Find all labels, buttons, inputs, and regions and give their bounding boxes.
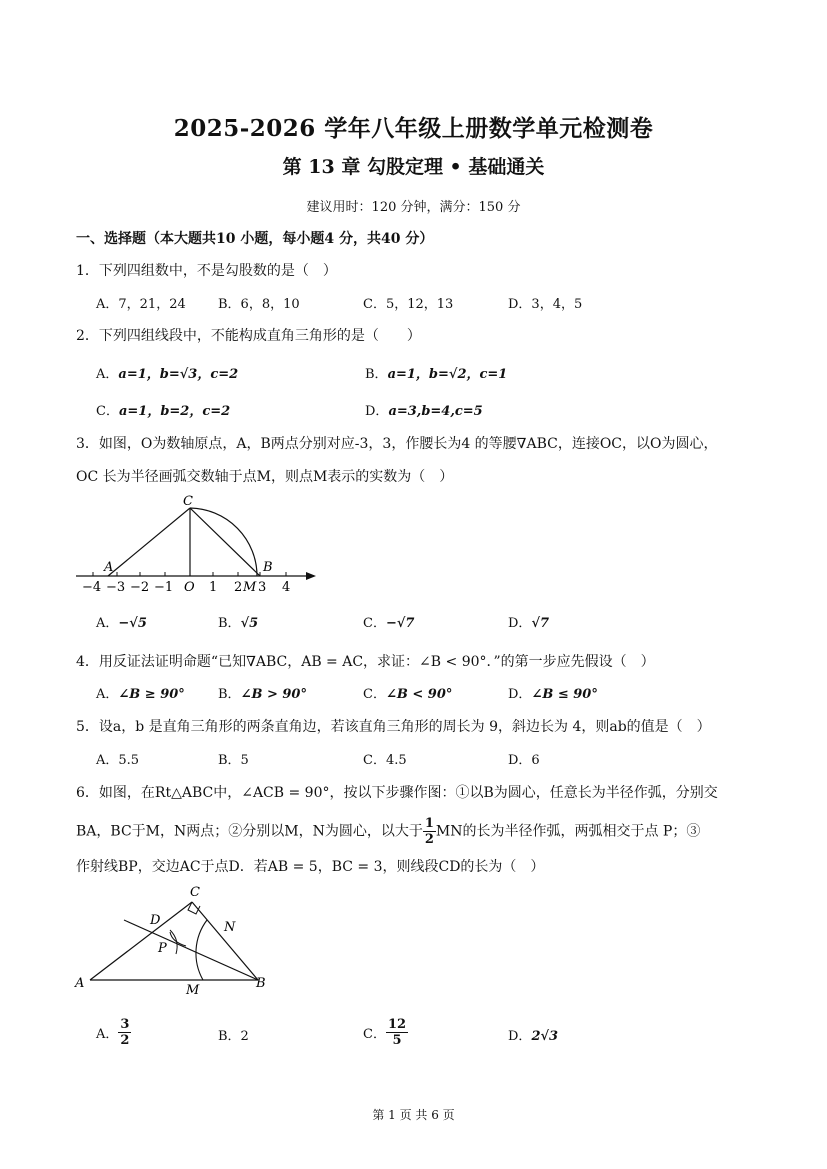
tick-label: −2 [130,580,150,595]
segment-ac [108,508,190,576]
number-line-figure [70,492,330,596]
tick-label: −1 [154,580,174,595]
q1-option-c: C．5，12，13 [363,297,454,312]
question-2-stem: 2．下列四组线段中，不能构成直角三角形的是（ ） [76,328,421,344]
question-6-line-3: 作射线BP，交边AC于点D．若AB = 5，BC = 3，则线段CD的长为（ ） [76,859,545,875]
q5-option-b: B．5 [218,753,249,768]
q6-option-c: C． $\frac{12}{5}$ [363,1017,407,1048]
chapter-subtitle: 第 13 章 勾股定理 • 基础通关 [282,156,545,178]
q4-option-d: D．∠B ≤ 90° [508,687,598,702]
q5-option-c: C．4.5 [363,753,407,768]
point-c-label: C [190,885,200,900]
tick-label-m: M [243,580,257,595]
question-3-line-2: OC 长为半径画弧交数轴于点M，则点M表示的实数为（ ） [76,469,454,485]
point-p-label: P [158,941,167,956]
q3-option-d: D．√7 [508,616,550,631]
time-score-info: 建议用时：120 分钟，满分：150 分 [306,200,521,215]
q5-option-d: D．6 [508,753,540,768]
triangle-figure [72,880,282,1000]
fraction-one-half: $\frac{1}{2}$ [424,816,434,847]
exam-title: 2025-2026 学年八年级上册数学单元检测卷 [173,115,654,142]
point-a-label: A [104,560,114,575]
q6-option-b: B．2 [218,1029,249,1044]
tick-label: 3 [258,580,267,595]
point-n-label: N [224,920,236,935]
question-4-stem: 4．用反证法证明命题“已知∇ABC，AB = AC，求证：∠B < 90°．”的第一步应先假设（ ） [76,654,655,670]
q2-option-b: B．a=1，b=√2，c=1 [365,367,508,382]
tick-label: 1 [209,580,218,595]
q2-option-a: A．a=1，b=√3，c=2 [96,367,239,382]
question-3-line-1: 3．如图，O为数轴原点，A，B两点分别对应-3，3，作腰长为4 的等腰∇ABC，连接OC，以O为圆心， [76,436,718,452]
tick-label: −4 [82,580,102,595]
tick-label: 4 [282,580,291,595]
arc-mn [196,920,207,980]
axis-arrow [306,572,316,580]
section-heading: 一、选择题（本大题共10 小题，每小题4 分，共40 分） [76,231,434,247]
tick-label: 2 [234,580,243,595]
point-a-label: A [75,976,85,991]
tick-label: −3 [106,580,126,595]
q3-option-c: C．−√7 [363,616,415,631]
q6-option-a: A． $\frac{3}{2}$ [96,1017,130,1048]
tick-label-origin: O [184,580,195,595]
q2-option-c: C．a=1，b=2，c=2 [96,404,231,419]
question-1-stem: 1．下列四组数中，不是勾股数的是（ ） [76,263,337,279]
q4-option-c: C．∠B < 90° [363,687,453,702]
point-b-label: B [263,560,273,575]
point-b-label: B [256,976,266,991]
question-6-line-1: 6．如图，在Rt△ABC中，∠ACB = 90°，按以下步骤作图：①以B为圆心，任意长为半径作弧，分别交 [76,785,718,801]
q1-option-a: A．7，21，24 [96,297,186,312]
q6-option-d: D．2√3 [508,1029,559,1044]
q2-option-d: D．a=3,b=4,c=5 [365,404,483,419]
point-d-label: D [150,913,161,928]
point-c-label: C [183,494,193,509]
q5-option-a: A．5.5 [96,753,140,768]
q4-option-a: A．∠B ≥ 90° [96,687,185,702]
segment-cb [192,902,258,980]
question-5-stem: 5．设a，b 是直角三角形的两条直角边，若该直角三角形的周长为 9，斜边长为 4，则ab的值是（ ） [76,719,711,735]
q3-option-a: A．−√5 [96,616,147,631]
q4-option-b: B．∠B > 90° [218,687,307,702]
q3-option-b: B．√5 [218,616,259,631]
page-footer: 第 1 页 共 6 页 [372,1108,455,1122]
point-m-label: M [186,983,200,998]
ray-bp [124,920,258,980]
q1-option-d: D．3，4，5 [508,297,583,312]
q1-option-b: B．6，8，10 [218,297,300,312]
question-6-line-2: BA，BC于M，N两点；②分别以M，N为圆心，以大于 $\frac{1}{2}$ MN的长为半径作弧，两弧相交于点 P；③ [76,816,701,847]
